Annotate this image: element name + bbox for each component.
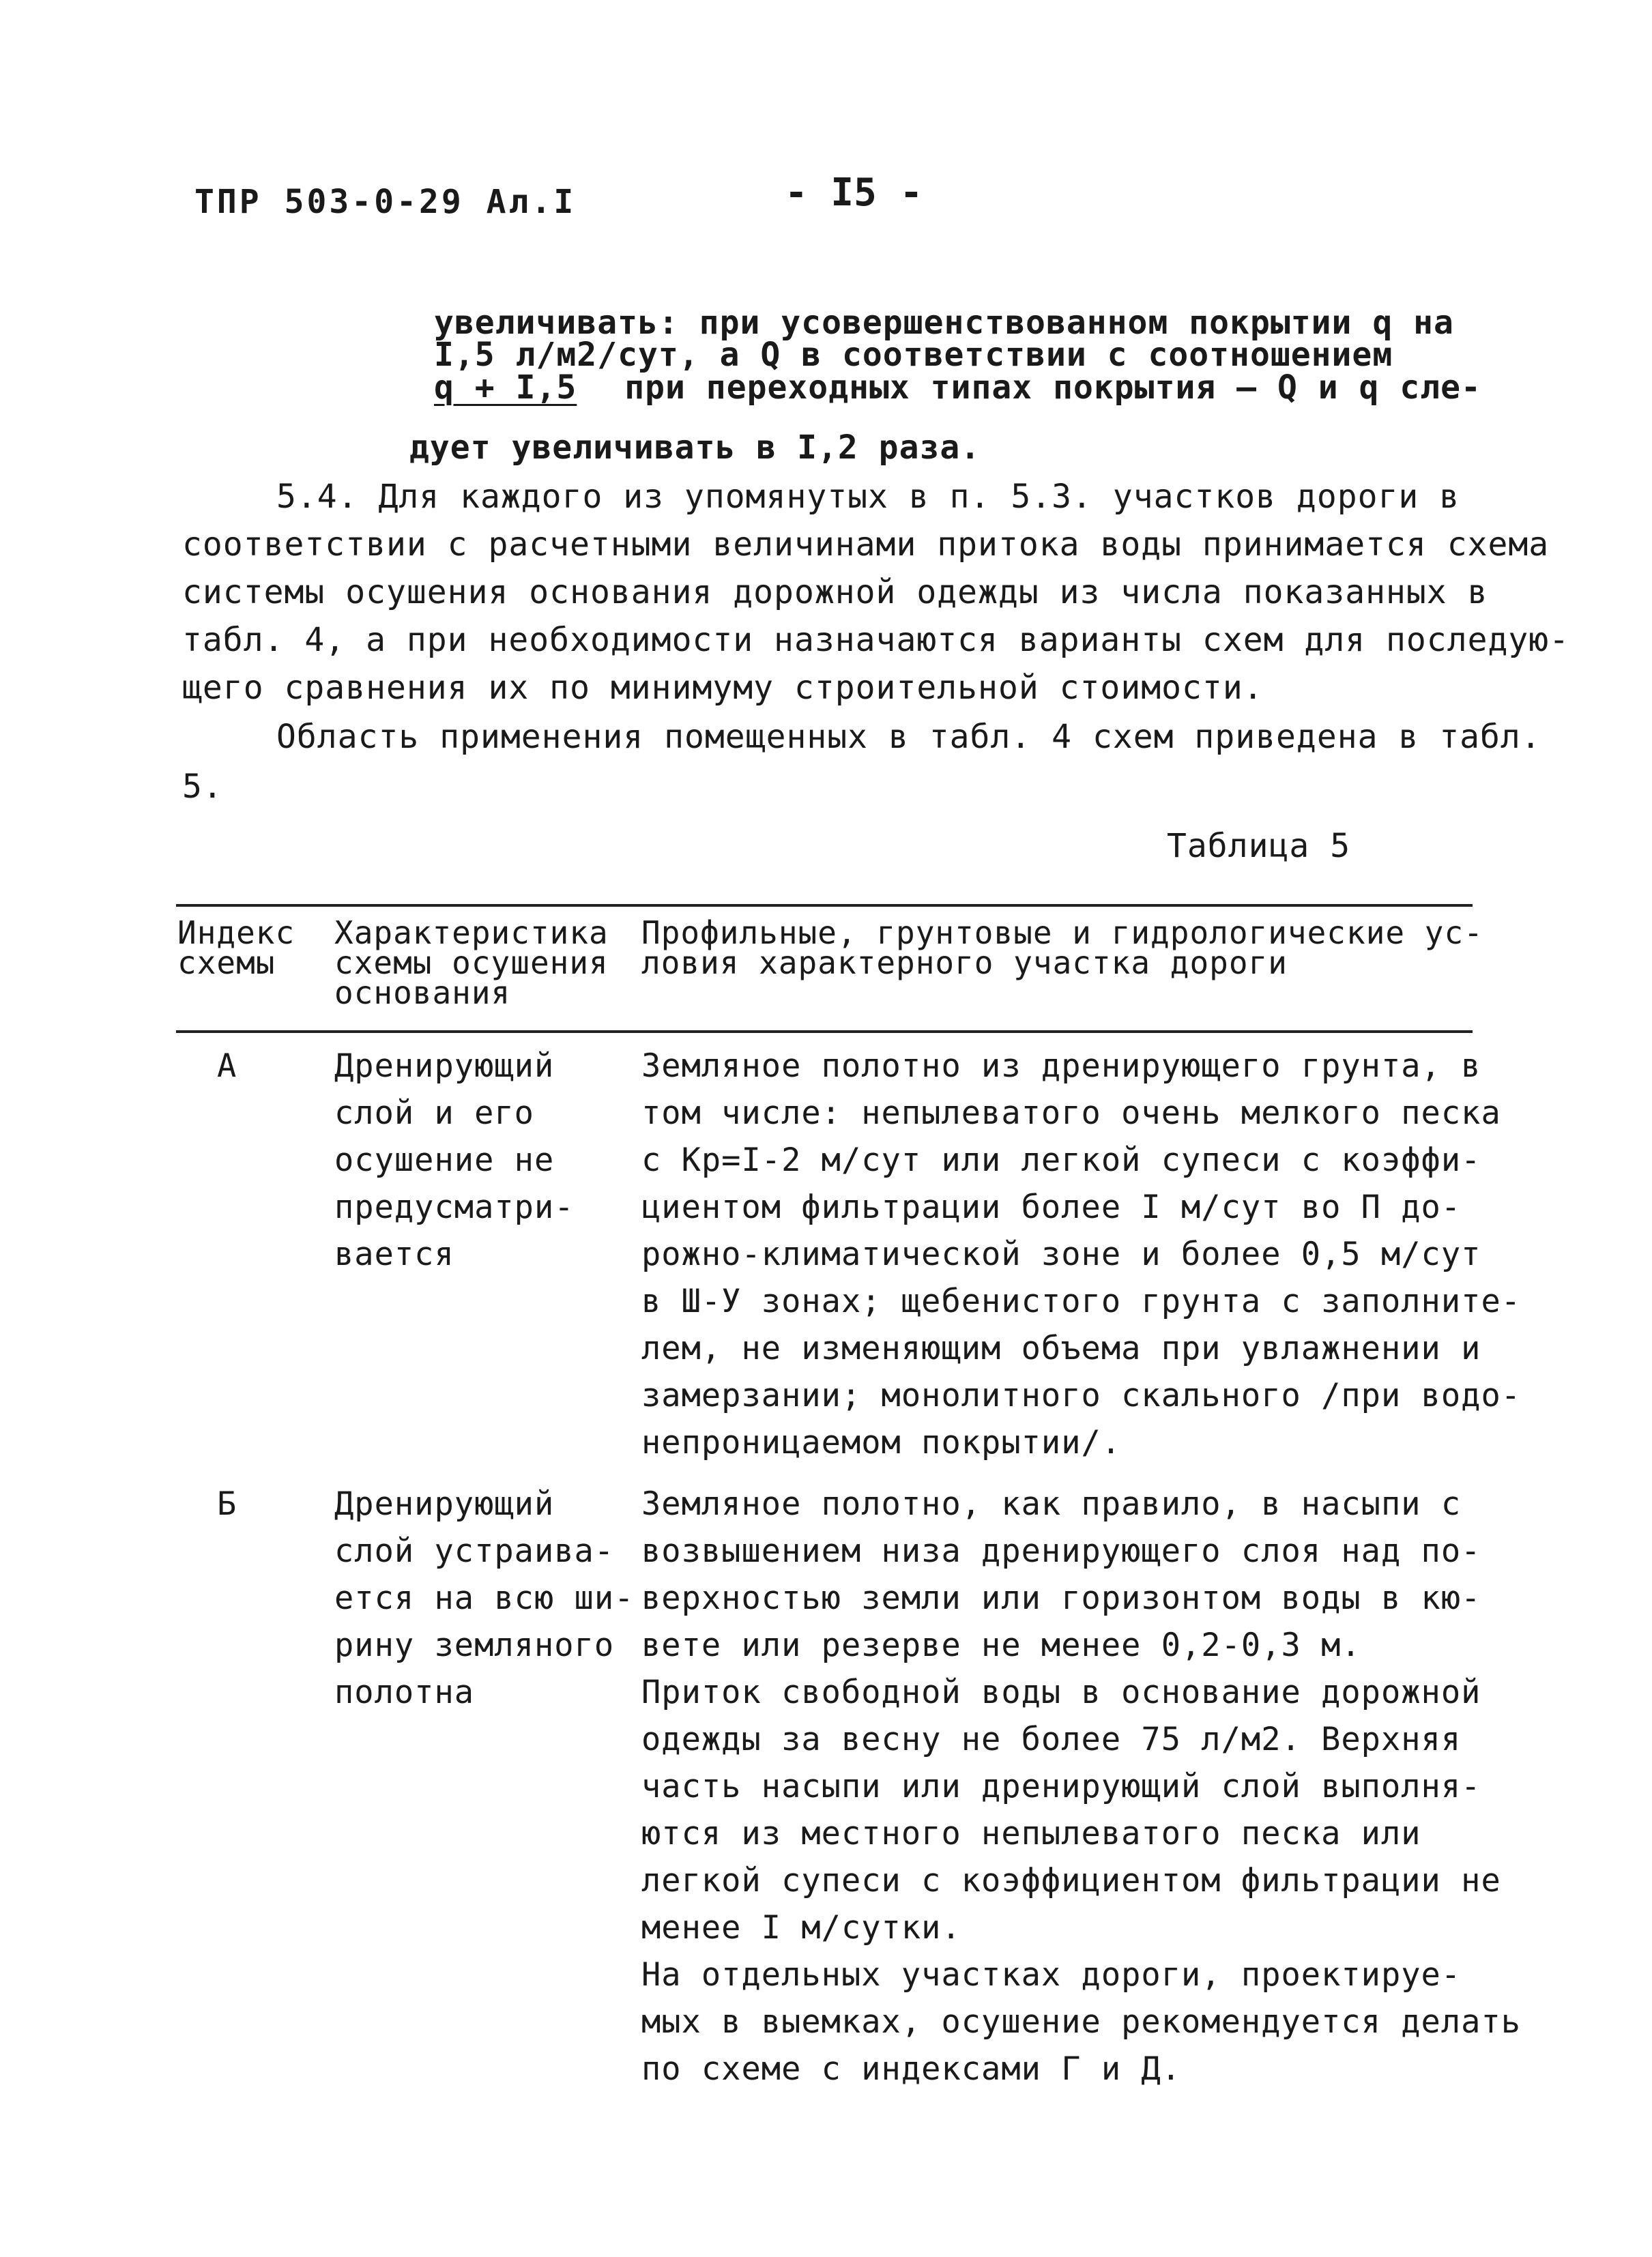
para-5-4-line-1: 5.4. Для каждого из упомянутых в п. 5.3. участков дороги в — [276, 478, 1460, 516]
header-conditions: Профильные, грунтовые и гидрологические ус- ловия характерного участка дороги — [641, 914, 1483, 981]
intro-line-4: дует увеличивать в I,2 раза. — [409, 428, 981, 467]
para-5-4-line-3: системы осушения основания дорожной одежды из числа показанных в — [182, 573, 1488, 611]
row-b-conditions: Земляное полотно, как правило, в насыпи с возвышением низа дренирующего слоя над по- верхностью земли или горизонтом воды в кю- вете или резерве не менее 0,2-0,3 м. Приток свободной воды в основание дорожной одежды за весну не более 75 л/м2. Верхняя часть насыпи или дренирующий слой выполня- ются из местного непылеватого песка или легкой супеси с коэффициентом фильтрации не менее I м/сутки. На отдельных участках дороги, проектируе- мых в выемках, осушение рекомендуется делать по схеме с индексами Г и Д. — [641, 1485, 1522, 2088]
row-b-index: Б — [217, 1485, 237, 1523]
row-a-conditions: Земляное полотно из дренирующего грунта, в том числе: непылеватого очень мелкого песка с Кр=I-2 м/сут или легкой супеси с коэффи- циентом фильтрации более I м/сут во П до- рожно-климатической зоне и более 0,5 м/сут в Ш-У зонах; щебенистого грунта с заполните- лем, не изменяющим объема при увлажнении и замерзании; монолитного скального /при водо- непроницаемом покрытии/. — [641, 1047, 1522, 1461]
intro-line-1: увеличивать: при усовершенствованном покрытии q на — [434, 304, 1454, 342]
intro-line-2: I,5 л/м2/сут, а Q в соответствии с соотношением — [434, 336, 1393, 374]
para-area-line-2: 5. — [182, 768, 223, 806]
para-5-4-line-2: соответствии с расчетными величинами притока воды принимается схема — [182, 525, 1550, 564]
para-5-4-line-5: щего сравнения их по минимуму строительной стоимости. — [182, 669, 1264, 707]
header-index: Индекс схемы — [177, 914, 295, 981]
row-a-index: А — [217, 1047, 237, 1085]
intro-line-3-rest: при переходных типах покрытия – Q и q сле- — [624, 368, 1481, 407]
row-a-characteristic: Дренирующий слой и его осушение не предусматри- вается — [334, 1047, 575, 1273]
row-b-characteristic: Дренирующий слой устраива- ется на всю ши- рину земляного полотна — [334, 1485, 635, 1711]
header-characteristic: Характеристика схемы осушения основания — [334, 914, 609, 1011]
table-header-rule — [176, 1030, 1473, 1033]
page-number: - I5 - — [785, 171, 923, 215]
document-code: ТПР 503-0-29 Ал.I — [194, 183, 577, 221]
para-area-line-1: Область применения помещенных в табл. 4 схем приведена в табл. — [276, 718, 1541, 756]
para-5-4-line-4: табл. 4, а при необходимости назначаются варианты схем для последую- — [182, 621, 1570, 659]
table-top-rule — [176, 904, 1473, 907]
table-title: Таблица 5 — [1167, 827, 1351, 865]
ratio-formula: q + I,5 — [434, 368, 577, 407]
intro-line-3 — [434, 368, 1481, 407]
